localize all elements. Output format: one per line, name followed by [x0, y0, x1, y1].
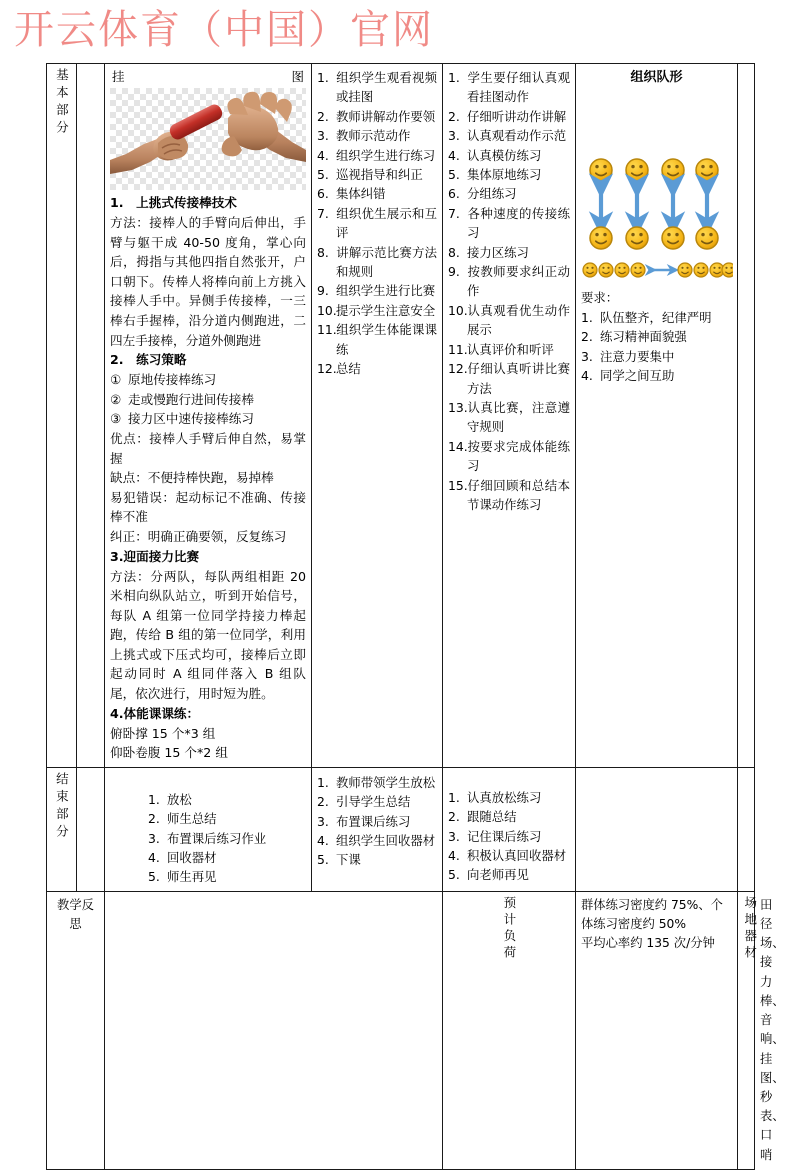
list-item: 4. 积极认真回收器材 — [448, 848, 567, 864]
list-item: 2. 师生总结 — [148, 811, 217, 827]
student-item-text: 认真模仿练习 — [467, 147, 542, 163]
teacher-item-text: 集体纠错 — [336, 186, 386, 202]
main-block-6: 优点：接棒人手臂后伸自然，易掌握 — [110, 430, 306, 466]
main-block-5-text: 接力区中速传接棒练习 — [128, 411, 254, 427]
student-item-text: 按教师要求纠正动作 — [467, 264, 570, 299]
list-item: 4. 认真模仿练习 — [448, 147, 542, 163]
formation-line-diagram — [581, 258, 732, 288]
table-row-basic-part — [47, 64, 755, 768]
watermark-text: 开云体育（中国）官网 — [14, 7, 434, 53]
end-student-text: 积极认真回收器材 — [467, 848, 567, 864]
end-student-text: 向老师再见 — [467, 867, 529, 883]
venue-label-cell — [738, 891, 758, 1169]
main-block-4 — [110, 390, 306, 410]
main-block-4-text: 走或慢跑行进间传接棒 — [128, 391, 254, 407]
main-block-5 — [110, 409, 306, 429]
list-item: 4. 同学之间互助 — [581, 368, 675, 384]
list-item: 5. 下课 — [317, 852, 361, 868]
list-item: 3. 布置课后练习 — [317, 813, 411, 829]
requirement-text: 练习精神面貌强 — [600, 329, 687, 345]
student-item-text: 分组练习 — [467, 186, 517, 202]
load-content-cell — [576, 891, 738, 1169]
basic-organization — [576, 64, 738, 768]
main-block-0: 1. 上挑式传接棒技术 — [110, 195, 237, 210]
end-main-content — [105, 767, 312, 891]
list-item: 7. 各种速度的传接练习 — [448, 205, 570, 241]
teacher-item-text: 教师讲解动作要领 — [336, 108, 436, 124]
list-item: 10.提示学生注意安全 — [317, 302, 436, 318]
teacher-item-text: 组织优生展示和互评 — [336, 205, 437, 241]
list-item: 3. 布置课后练习作业 — [148, 830, 267, 846]
end-teacher-text: 下课 — [336, 852, 361, 868]
list-item: 9. 组织学生进行比赛 — [317, 283, 436, 299]
list-item: 2. 教师讲解动作要领 — [317, 108, 436, 124]
main-block-14: 仰卧卷腹 15 个*2 组 — [110, 745, 228, 761]
end-teacher-text: 组织学生回收器材 — [336, 833, 436, 849]
end-student-text: 跟随总结 — [467, 809, 517, 825]
lesson-plan-table — [46, 63, 785, 1170]
list-item: 15.仔细回顾和总结本节课动作练习 — [448, 477, 570, 512]
student-item-text: 认真比赛，注意遵守规则 — [467, 399, 570, 435]
main-block-8: 易犯错误：起动标记不准确、传接棒不准 — [110, 489, 306, 525]
main-block-1: 方法：接棒人的手臂向后伸出，手臂与躯干成 40-50 度角，掌心向后，拇指与其他四指自然张开，户口朝下。传棒人将棒向前上方挑入接棒人手中。异侧手传接棒，一三棒右手握棒，沿分道内侧跑进，二四左手接棒，分道外侧跑进 — [110, 215, 306, 348]
list-item: 12.仔细认真听讲比赛方法 — [448, 361, 570, 396]
section-label-basic-text: 基本部分 — [54, 68, 70, 138]
list-item: 7. 组织优生展示和互评 — [317, 205, 437, 241]
student-item-text: 接力区练习 — [467, 244, 529, 260]
teacher-item-text: 组织学生进行练习 — [336, 147, 436, 163]
teacher-item-text: 组织学生观看视频或挂图 — [336, 70, 437, 105]
list-item: 2. 仔细听讲动作讲解 — [448, 108, 567, 124]
formation-line-left-group — [583, 263, 645, 277]
requirement-text: 队伍整齐，纪律严明 — [600, 309, 712, 325]
requirement-text: 注意力要集中 — [600, 348, 675, 364]
end-main-text: 布置课后练习作业 — [167, 830, 267, 846]
formation-column-3 — [662, 159, 684, 249]
teacher-item-text: 教师示范动作 — [336, 128, 411, 144]
list-item: 3. 教师示范动作 — [317, 128, 411, 144]
student-activity-list — [448, 68, 570, 514]
main-block-11: 方法：分两队，每队两组相距 20 米相向纵队站立，听到开始信号，每队 A 组第一位同学持接力棒起跑，传给 B 组的第一位同学，利用上挑式或下压式均可，接棒后立即起动同时 A 组同伴落入 B 组队尾，依次进行，用时短为胜。 — [110, 568, 306, 702]
list-item: 5. 向老师再见 — [448, 867, 529, 883]
formation-column-1 — [590, 159, 612, 249]
reflection-label-cell — [47, 891, 105, 1169]
list-item: 1. 学生要仔细认真观看挂图动作 — [448, 70, 570, 105]
requirement-text: 同学之间互助 — [600, 368, 675, 384]
load-line-0: 群体练习密度约 75%、个体练习密度约 50% — [581, 897, 723, 932]
teacher-item-text: 提示学生注意安全 — [336, 302, 436, 318]
main-block-3 — [110, 370, 306, 390]
list-item: 13.认真比赛，注意遵守规则 — [448, 399, 570, 435]
end-teacher-activities — [312, 767, 443, 891]
list-item: 5. 集体原地练习 — [448, 167, 542, 183]
student-item-text: 认真观看优生动作展示 — [467, 302, 570, 338]
main-block-9: 纠正：明确正确要领，反复练习 — [110, 528, 287, 544]
chart-caption-right: 图 — [291, 69, 304, 84]
main-block-12: 4.体能课课练： — [110, 705, 200, 721]
list-item: 3. 注意力要集中 — [581, 348, 675, 364]
basic-teacher-activities — [312, 64, 443, 768]
section-label-end — [47, 767, 77, 891]
reflection-content-cell[interactable] — [105, 891, 443, 1169]
formation-diagram — [581, 92, 732, 258]
section-label-basic — [47, 64, 77, 768]
requirements-block — [581, 288, 732, 385]
formation-line-right-group — [678, 263, 733, 277]
venue-content: 田径场、接力棒、音响、挂图、秒表、口哨 — [760, 897, 785, 1162]
chart-caption-left: 挂 — [112, 69, 125, 84]
student-item-text: 学生要仔细认真观看挂图动作 — [467, 70, 570, 105]
end-teacher-list — [317, 773, 437, 870]
main-block-3-marker: ① — [110, 372, 122, 388]
end-teacher-text: 教师带领学生放松 — [336, 774, 436, 790]
load-label-cell — [443, 891, 576, 1169]
end-student-text: 认真放松练习 — [467, 789, 542, 805]
end-teacher-text: 布置课后练习 — [336, 813, 411, 829]
list-item: 5. 师生再见 — [148, 869, 217, 885]
student-item-text: 认真评价和听评 — [467, 341, 554, 357]
end-main-text: 师生再见 — [167, 869, 217, 885]
main-block-7: 缺点：不便持棒快跑，易掉棒 — [110, 470, 274, 486]
basic-tail-cell — [738, 64, 755, 768]
list-item: 5. 巡视指导和纠正 — [317, 167, 423, 183]
student-item-text: 按要求完成体能练习 — [467, 438, 570, 474]
list-item: 3. 认真观看动作示范 — [448, 128, 567, 144]
end-student-activities — [443, 767, 576, 891]
section-label-end-text: 结束部分 — [54, 771, 70, 842]
end-main-text: 放松 — [167, 791, 192, 807]
student-item-text: 仔细回顾和总结本节课动作练习 — [467, 477, 570, 512]
venue-label: 场地器材 — [742, 895, 758, 962]
end-organization-cell — [576, 767, 738, 891]
load-label: 预计负荷 — [501, 895, 517, 962]
reflection-label: 教学反思 — [57, 897, 94, 932]
list-item: 12.总结 — [317, 361, 361, 377]
student-item-text: 集体原地练习 — [467, 167, 542, 183]
table-row-end-part — [47, 767, 755, 891]
list-item: 1. 认真放松练习 — [448, 789, 542, 805]
list-item: 3. 记住课后练习 — [448, 828, 542, 844]
teacher-item-text: 组织学生体能课课练 — [336, 322, 437, 357]
student-item-text: 各种速度的传接练习 — [467, 205, 570, 241]
list-item: 2. 跟随总结 — [448, 809, 517, 825]
list-item: 14.按要求完成体能练习 — [448, 438, 570, 474]
teacher-item-text: 巡视指导和纠正 — [336, 167, 423, 183]
requirements-label: 要求： — [581, 290, 619, 306]
list-item: 9. 按教师要求纠正动作 — [448, 264, 570, 299]
end-tail-cell — [738, 767, 755, 891]
basic-main-blocks — [110, 193, 306, 763]
basic-spacer-cell — [77, 64, 105, 768]
list-item: 6. 集体纠错 — [317, 186, 386, 202]
end-main-text: 师生总结 — [167, 811, 217, 827]
teacher-item-text: 总结 — [336, 361, 361, 377]
list-item: 1. 放松 — [148, 791, 192, 807]
main-block-4-marker: ② — [110, 391, 122, 407]
list-item: 1. 队伍整齐，纪律严明 — [581, 309, 712, 325]
teacher-item-text: 讲解示范比赛方法和规则 — [336, 244, 437, 280]
list-item: 8. 接力区练习 — [448, 244, 529, 260]
load-line-1: 平均心率约 135 次/分钟 — [581, 936, 715, 951]
list-item: 11.组织学生体能课课练 — [317, 322, 437, 357]
end-teacher-text: 引导学生总结 — [336, 794, 411, 810]
student-item-text: 仔细听讲动作讲解 — [467, 108, 567, 124]
list-item: 10.认真观看优生动作展示 — [448, 302, 570, 338]
list-item: 8. 讲解示范比赛方法和规则 — [317, 244, 437, 280]
list-item: 1. 组织学生观看视频或挂图 — [317, 70, 437, 105]
organization-title: 组织队形 — [630, 70, 683, 85]
student-item-text: 认真观看动作示范 — [467, 128, 567, 144]
chart-caption — [110, 68, 306, 88]
list-item: 4. 组织学生回收器材 — [317, 833, 436, 849]
list-item: 4. 组织学生进行练习 — [317, 147, 436, 163]
basic-student-activities — [443, 64, 576, 768]
end-student-list — [448, 788, 570, 885]
requirements-list — [581, 308, 732, 386]
list-item: 4. 回收器材 — [148, 850, 217, 866]
list-item: 11.认真评价和听评 — [448, 341, 554, 357]
list-item: 1. 教师带领学生放松 — [317, 774, 436, 790]
end-main-text: 回收器材 — [167, 850, 217, 866]
student-item-text: 仔细认真听讲比赛方法 — [467, 361, 570, 396]
teacher-item-text: 组织学生进行比赛 — [336, 283, 436, 299]
table-row-reflection — [47, 891, 755, 1169]
teacher-activity-list — [317, 68, 437, 379]
formation-column-2 — [626, 159, 648, 249]
end-student-text: 记住课后练习 — [467, 828, 542, 844]
formation-column-4 — [696, 159, 718, 249]
main-block-3-text: 原地传接棒练习 — [128, 372, 217, 388]
end-main-list — [110, 790, 306, 887]
list-item: 2. 引导学生总结 — [317, 794, 411, 810]
end-spacer-cell — [77, 767, 105, 891]
relay-baton-handoff-photo — [110, 88, 306, 190]
main-block-5-marker: ③ — [110, 411, 122, 427]
list-item: 2. 练习精神面貌强 — [581, 329, 687, 345]
main-block-10: 3.迎面接力比赛 — [110, 548, 200, 564]
main-block-13: 俯卧撑 15 个*3 组 — [110, 725, 216, 741]
list-item: 6. 分组练习 — [448, 186, 517, 202]
basic-main-content — [105, 64, 312, 768]
main-block-2: 2. 练习策略 — [110, 352, 187, 368]
